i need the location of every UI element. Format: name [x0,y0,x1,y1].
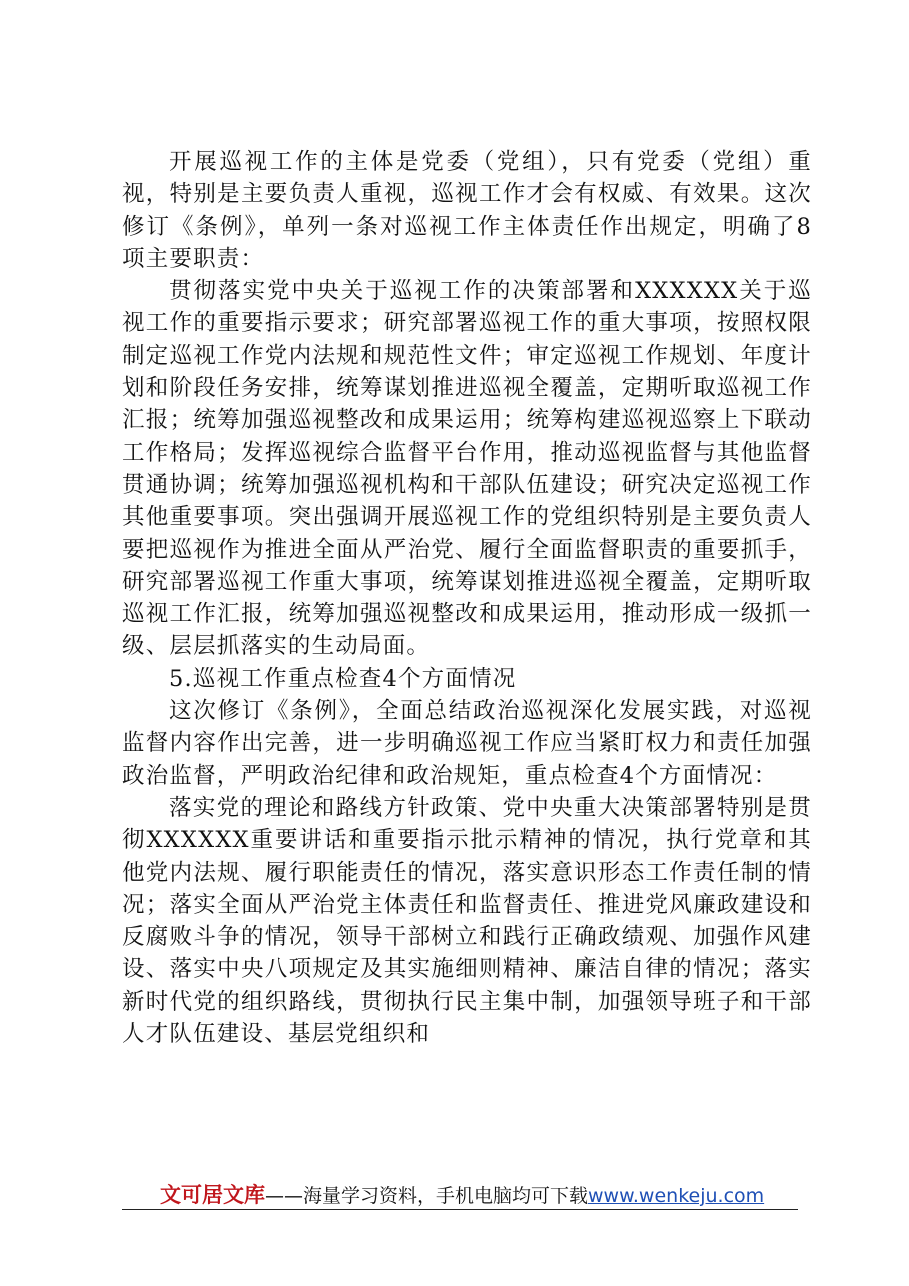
paragraph-revision-summary: 这次修订《条例》，全面总结政治巡视深化发展实践，对巡视监督内容作出完善，进一步明确巡视工作应当紧盯权力和责任加强政治监督，严明政治纪律和政治规矩，重点检查4个方面情况： [122,698,812,789]
paragraph-subject-responsibility: 开展巡视工作的主体是党委（党组），只有党委（党组）重视，特别是主要负责人重视，巡视工作才会有权威、有效果。这次修订《条例》，单列一条对巡视工作主体责任作出规定，明确了8项主要职责： [122,149,812,272]
footer-brand: 文可居文库 [160,1183,265,1207]
paragraph-four-aspects-detail: 落实党的理论和路线方针政策、党中央重大决策部署特别是贯彻XXXXXX重要讲话和重要指示批示精神的情况，执行党章和其他党内法规、履行职能责任的情况，落实意识形态工作责任制的情况；落实全面从严治党主体责任和监督责任、推进党风廉政建设和反腐败斗争的情况，领导干部树立和践行正确政绩观、加强作风建设、落实中央八项规定及其实施细则精神、廉洁自律的情况；落实新时代党的组织路线，贯彻执行民主集中制，加强领导班子和干部人才队伍建设、基层党组织和 [122,794,812,1048]
footer-banner [160,1181,780,1210]
section-heading-four-aspects: 5.巡视工作重点检查4个方面情况 [169,665,517,692]
paragraph-eight-duties: 贯彻落实党中央关于巡视工作的决策部署和XXXXXX关于巡视工作的重要指示要求；研究部署巡视工作的重大事项，按照权限制定巡视工作党内法规和规范性文件；审定巡视工作规划、年度计划和阶段任务安排，统筹谋划推进巡视全覆盖，定期听取巡视工作汇报；统筹加强巡视整改和成果运用；统筹构建巡视巡察上下联动工作格局；发挥巡视综合监督平台作用，推动巡视监督与其他监督贯通协调；统筹加强巡视机构和干部队伍建设；研究决定巡视工作其他重要事项。突出强调开展巡视工作的党组织特别是主要负责人要把巡视作为推进全面从严治党、履行全面监督职责的重要抓手，研究部署巡视工作重大事项，统筹谋划推进巡视全覆盖，定期听取巡视工作汇报，统筹加强巡视整改和成果运用，推动形成一级抓一级、层层抓落实的生动局面。 [122,278,812,660]
footer-link[interactable]: www.wenkeju.com [588,1185,765,1207]
footer-tagline: ——海量学习资料，手机电脑均可下载 [265,1185,589,1207]
footer-divider [122,1209,798,1210]
document-body [122,146,812,1050]
